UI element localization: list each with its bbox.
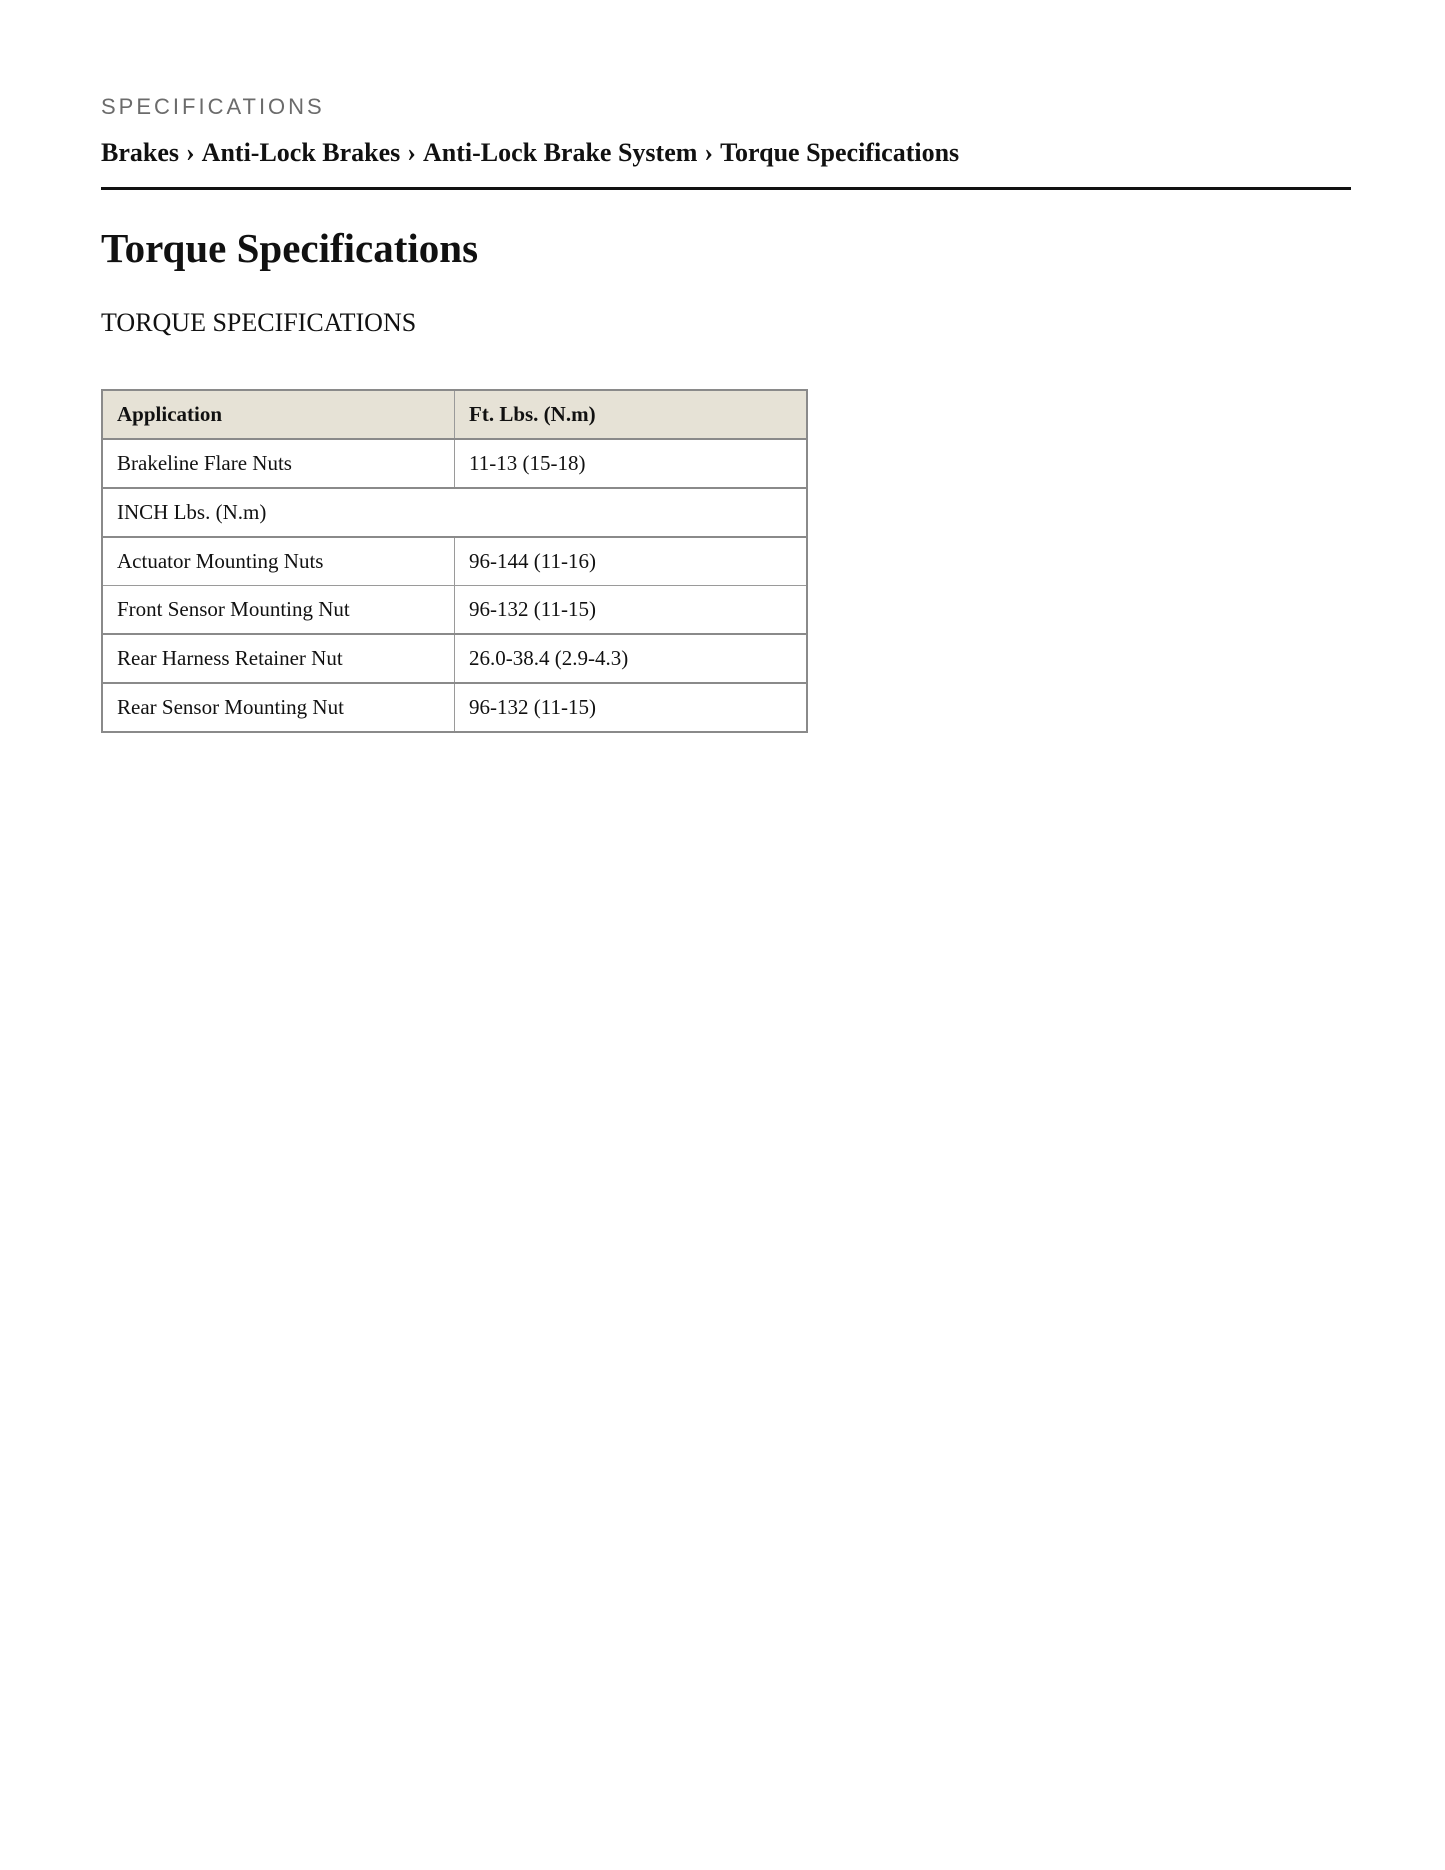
table-row: [102, 439, 807, 488]
table-subheader-row: [102, 488, 807, 537]
breadcrumb-item-anti-lock-brake-system[interactable]: Anti-Lock Brake System: [422, 138, 698, 167]
table-cell-application: Brakeline Flare Nuts: [102, 439, 455, 488]
section-subtitle: TORQUE SPECIFICATIONS: [101, 308, 417, 337]
table-cell-application: Rear Sensor Mounting Nut: [102, 683, 455, 732]
table-cell-value: 96-132 (11-15): [455, 586, 808, 635]
breadcrumb-separator: ›: [704, 138, 714, 167]
breadcrumb: [101, 138, 959, 168]
table-cell-value: 96-132 (11-15): [455, 683, 808, 732]
breadcrumb-item-anti-lock-brakes[interactable]: Anti-Lock Brakes: [201, 138, 401, 167]
table-row: [102, 683, 807, 732]
table-cell-application: Front Sensor Mounting Nut: [102, 586, 455, 635]
section-label: SPECIFICATIONS: [101, 94, 325, 119]
page-title: Torque Specifications: [101, 225, 479, 271]
table-cell-value: 26.0-38.4 (2.9-4.3): [455, 634, 808, 683]
torque-spec-table: [101, 389, 808, 733]
table-row: [102, 634, 807, 683]
column-header-application: Application: [102, 390, 455, 439]
breadcrumb-separator: ›: [186, 138, 195, 167]
table-cell-value: 11-13 (15-18): [455, 439, 808, 488]
table-cell-value: 96-144 (11-16): [455, 537, 808, 586]
breadcrumb-item-brakes[interactable]: Brakes: [101, 138, 179, 167]
column-header-ft-lbs: Ft. Lbs. (N.m): [455, 390, 808, 439]
table-header-row: [102, 390, 807, 439]
table-row: [102, 586, 807, 635]
table-row: [102, 537, 807, 586]
breadcrumb-item-torque-specifications: Torque Specifications: [720, 138, 960, 167]
header-divider: [101, 187, 1351, 190]
table-cell-application: Actuator Mounting Nuts: [102, 537, 455, 586]
table-subheader-inch-lbs: INCH Lbs. (N.m): [102, 488, 807, 537]
table-cell-application: Rear Harness Retainer Nut: [102, 634, 455, 683]
breadcrumb-separator: ›: [407, 138, 416, 167]
